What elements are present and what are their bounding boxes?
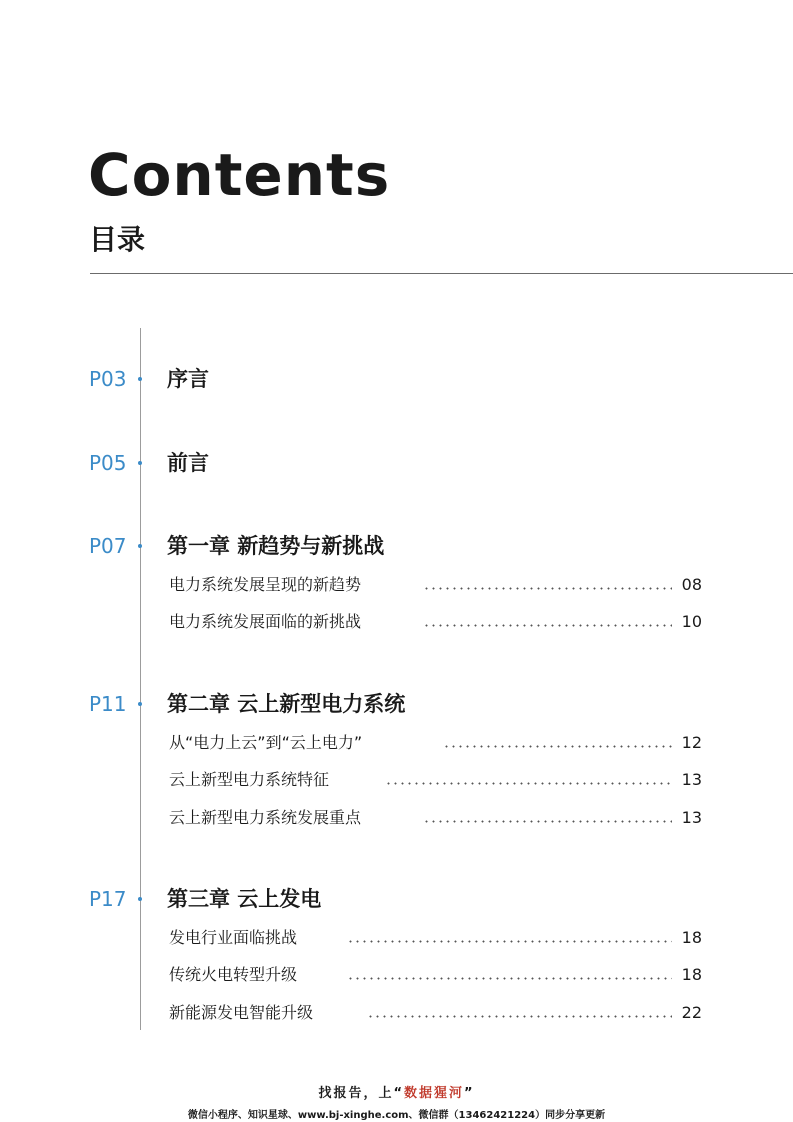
dot-leader — [423, 820, 672, 823]
section-title[interactable]: 第三章 云上发电 — [167, 887, 322, 911]
section-title[interactable]: 第二章 云上新型电力系统 — [167, 692, 406, 716]
toc-entry[interactable] — [169, 611, 704, 633]
toc-entry-label: 传统火电转型升级 — [169, 965, 298, 984]
toc-entry-page: 13 — [681, 808, 702, 827]
footer-promo-prefix: 找报告，上“ — [318, 1086, 404, 1101]
dot-leader — [367, 1015, 672, 1018]
timeline-dot — [138, 544, 142, 548]
toc-entry-page: 22 — [681, 1003, 702, 1022]
dot-leader — [385, 782, 672, 785]
toc-entry-label: 云上新型电力系统发展重点 — [169, 808, 362, 827]
timeline-dot — [138, 897, 142, 901]
dot-leader — [347, 940, 672, 943]
section-title[interactable]: 第一章 新趋势与新挑战 — [167, 534, 385, 558]
section-page-code[interactable]: P17 — [89, 887, 127, 911]
toc-entry[interactable] — [169, 964, 704, 986]
toc-entry-page: 10 — [681, 612, 702, 631]
timeline-line — [140, 328, 141, 1030]
header-divider — [90, 273, 793, 274]
timeline-dot — [138, 702, 142, 706]
section-page-code[interactable]: P11 — [89, 692, 127, 716]
toc-entry-label: 从“电力上云”到“云上电力” — [169, 733, 363, 752]
toc-entry-page: 18 — [681, 965, 702, 984]
section-page-code[interactable]: P03 — [89, 367, 127, 391]
toc-entry[interactable] — [169, 927, 704, 949]
toc-entry-label: 云上新型电力系统特征 — [169, 770, 330, 789]
section-title[interactable]: 前言 — [167, 451, 209, 475]
toc-entry-page: 08 — [681, 575, 702, 594]
footer-promo — [0, 1082, 793, 1101]
dot-leader — [443, 745, 672, 748]
toc-entry[interactable] — [169, 574, 704, 596]
timeline-dot — [138, 461, 142, 465]
dot-leader — [423, 587, 672, 590]
toc-entry-page: 13 — [681, 770, 702, 789]
toc-entry-label: 电力系统发展面临的新挑战 — [169, 612, 362, 631]
section-page-code[interactable]: P05 — [89, 451, 127, 475]
section-page-code[interactable]: P07 — [89, 534, 127, 558]
footer-channels: 微信小程序、知识星球、www.bj-xinghe.com、微信群（13462421224）同步分享更新 — [187, 1110, 606, 1121]
toc-entry-label: 发电行业面临挑战 — [169, 928, 298, 947]
footer-brand[interactable]: 数据猩河 — [403, 1086, 464, 1101]
toc-entry-label: 电力系统发展呈现的新趋势 — [169, 575, 362, 594]
toc-entry-label: 新能源发电智能升级 — [169, 1003, 314, 1022]
toc-entry[interactable] — [169, 807, 704, 829]
footer-promo-suffix: ” — [464, 1086, 475, 1101]
contents-title: Contents — [88, 141, 391, 209]
dot-leader — [347, 977, 672, 980]
toc-entry-page: 12 — [681, 733, 702, 752]
toc-entry[interactable] — [169, 769, 704, 791]
toc-entry[interactable] — [169, 732, 704, 754]
timeline-dot — [138, 377, 142, 381]
dot-leader — [423, 624, 672, 627]
toc-entry[interactable] — [169, 1002, 704, 1024]
section-title[interactable]: 序言 — [167, 367, 209, 391]
contents-title-cn: 目录 — [89, 223, 146, 256]
toc-entry-page: 18 — [681, 928, 702, 947]
